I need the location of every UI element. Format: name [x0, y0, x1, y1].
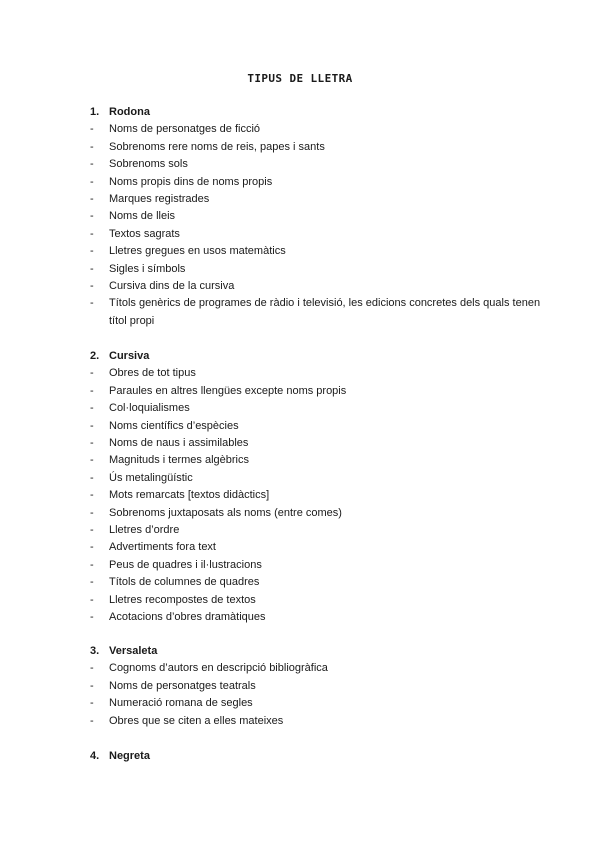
item-list: [90, 365, 550, 626]
list-item-text: Advertiments fora text: [109, 541, 216, 554]
section-versaleta: [90, 643, 550, 730]
dash-bullet: -: [90, 697, 94, 710]
list-item-text: Lletres d’ordre: [109, 524, 180, 537]
list-item-text: Noms científics d’espècies: [109, 419, 239, 432]
list-item-text: Acotacions d’obres dramàtiques: [109, 611, 266, 624]
section-cursiva: [90, 348, 550, 626]
list-item: [90, 660, 550, 677]
dash-bullet: -: [90, 140, 94, 153]
list-item-text: Noms de personatges teatrals: [109, 679, 256, 692]
section-title: Negreta: [109, 750, 150, 762]
section-heading: [90, 643, 550, 660]
list-item: [90, 487, 550, 504]
list-item: [90, 261, 550, 278]
list-item-text: Noms de naus i assimilables: [109, 437, 249, 450]
list-item: [90, 226, 550, 243]
list-item-text: Col·loquialismes: [109, 402, 190, 415]
list-item: [90, 295, 550, 330]
list-item: [90, 557, 550, 574]
list-item-text: Obres de tot tipus: [109, 367, 196, 380]
list-item: [90, 609, 550, 626]
dash-bullet: -: [90, 576, 94, 589]
list-item: [90, 174, 550, 191]
list-item: [90, 191, 550, 208]
list-item: [90, 592, 550, 609]
item-list: [90, 121, 550, 330]
list-item-text: Noms de lleis: [109, 210, 176, 223]
dash-bullet: -: [90, 714, 94, 727]
dash-bullet: -: [90, 489, 94, 502]
list-item: [90, 139, 550, 156]
list-item: [90, 435, 550, 452]
list-item-text: Títols genèrics de programes de ràdio i televisió, les edicions concretes dels quals tenen títol propi: [109, 297, 541, 327]
list-item-text: Sigles i símbols: [109, 262, 186, 275]
list-item: [90, 522, 550, 539]
list-item-text: Paraules en altres llengües excepte noms propis: [109, 384, 347, 397]
list-item-text: Cognoms d’autors en descripció bibliogràfica: [109, 662, 328, 675]
section-heading: [90, 748, 550, 765]
section-rodona: [90, 104, 550, 330]
dash-bullet: -: [90, 123, 94, 136]
dash-bullet: -: [90, 419, 94, 432]
list-item: [90, 383, 550, 400]
dash-bullet: -: [90, 297, 94, 310]
list-item-text: Sobrenoms juxtaposats als noms (entre comes): [109, 506, 342, 519]
list-item: [90, 365, 550, 382]
dash-bullet: -: [90, 175, 94, 188]
dash-bullet: -: [90, 679, 94, 692]
section-heading: [90, 104, 550, 121]
list-item-text: Obres que se citen a elles mateixes: [109, 714, 284, 727]
list-item-text: Peus de quadres i il·lustracions: [109, 558, 262, 571]
list-item: [90, 695, 550, 712]
list-item-text: Cursiva dins de la cursiva: [109, 280, 235, 293]
list-item: [90, 400, 550, 417]
dash-bullet: -: [90, 402, 94, 415]
list-item: [90, 418, 550, 435]
dash-bullet: -: [90, 558, 94, 571]
section-number: 2.: [90, 350, 100, 362]
dash-bullet: -: [90, 437, 94, 450]
section-number: 1.: [90, 106, 100, 118]
list-item-text: Noms de personatges de ficció: [109, 123, 261, 136]
list-item: [90, 678, 550, 695]
dash-bullet: -: [90, 227, 94, 240]
dash-bullet: -: [90, 210, 94, 223]
section-heading: [90, 348, 550, 365]
dash-bullet: -: [90, 471, 94, 484]
list-item: [90, 243, 550, 260]
list-item: [90, 539, 550, 556]
section-number: 4.: [90, 750, 100, 762]
list-item: [90, 470, 550, 487]
dash-bullet: -: [90, 384, 94, 397]
dash-bullet: -: [90, 262, 94, 275]
list-item-text: Mots remarcats [textos didàctics]: [109, 489, 270, 502]
dash-bullet: -: [90, 662, 94, 675]
list-item: [90, 121, 550, 138]
dash-bullet: -: [90, 280, 94, 293]
list-item: [90, 713, 550, 730]
dash-bullet: -: [90, 245, 94, 258]
dash-bullet: -: [90, 454, 94, 467]
section-title: Versaleta: [109, 645, 158, 657]
dash-bullet: -: [90, 367, 94, 380]
dash-bullet: -: [90, 158, 94, 171]
dash-bullet: -: [90, 593, 94, 606]
list-item-text: Sobrenoms rere noms de reis, papes i sants: [109, 140, 325, 153]
list-item: [90, 574, 550, 591]
section-number: 3.: [90, 645, 100, 657]
dash-bullet: -: [90, 611, 94, 624]
section-negreta: [90, 748, 550, 765]
list-item: [90, 156, 550, 173]
list-item-text: Sobrenoms sols: [109, 158, 188, 171]
list-item: [90, 208, 550, 225]
list-item-text: Ús metalingüístic: [109, 471, 193, 484]
dash-bullet: -: [90, 541, 94, 554]
list-item-text: Lletres recompostes de textos: [109, 593, 256, 606]
list-item-text: Numeració romana de segles: [109, 697, 253, 710]
page-title: TIPUS DE LLETRA: [247, 72, 353, 85]
dash-bullet: -: [90, 193, 94, 206]
dash-bullet: -: [90, 506, 94, 519]
section-title: Cursiva: [109, 350, 150, 362]
item-list: [90, 660, 550, 730]
section-title: Rodona: [109, 106, 150, 118]
list-item-text: Títols de columnes de quadres: [109, 576, 260, 589]
dash-bullet: -: [90, 524, 94, 537]
list-item: [90, 505, 550, 522]
list-item: [90, 452, 550, 469]
list-item-text: Marques registrades: [109, 193, 210, 206]
list-item-text: Textos sagrats: [109, 227, 180, 240]
list-item-text: Lletres gregues en usos matemàtics: [109, 245, 286, 258]
list-item-text: Noms propis dins de noms propis: [109, 175, 273, 188]
list-item-text: Magnituds i termes algèbrics: [109, 454, 250, 467]
list-item: [90, 278, 550, 295]
